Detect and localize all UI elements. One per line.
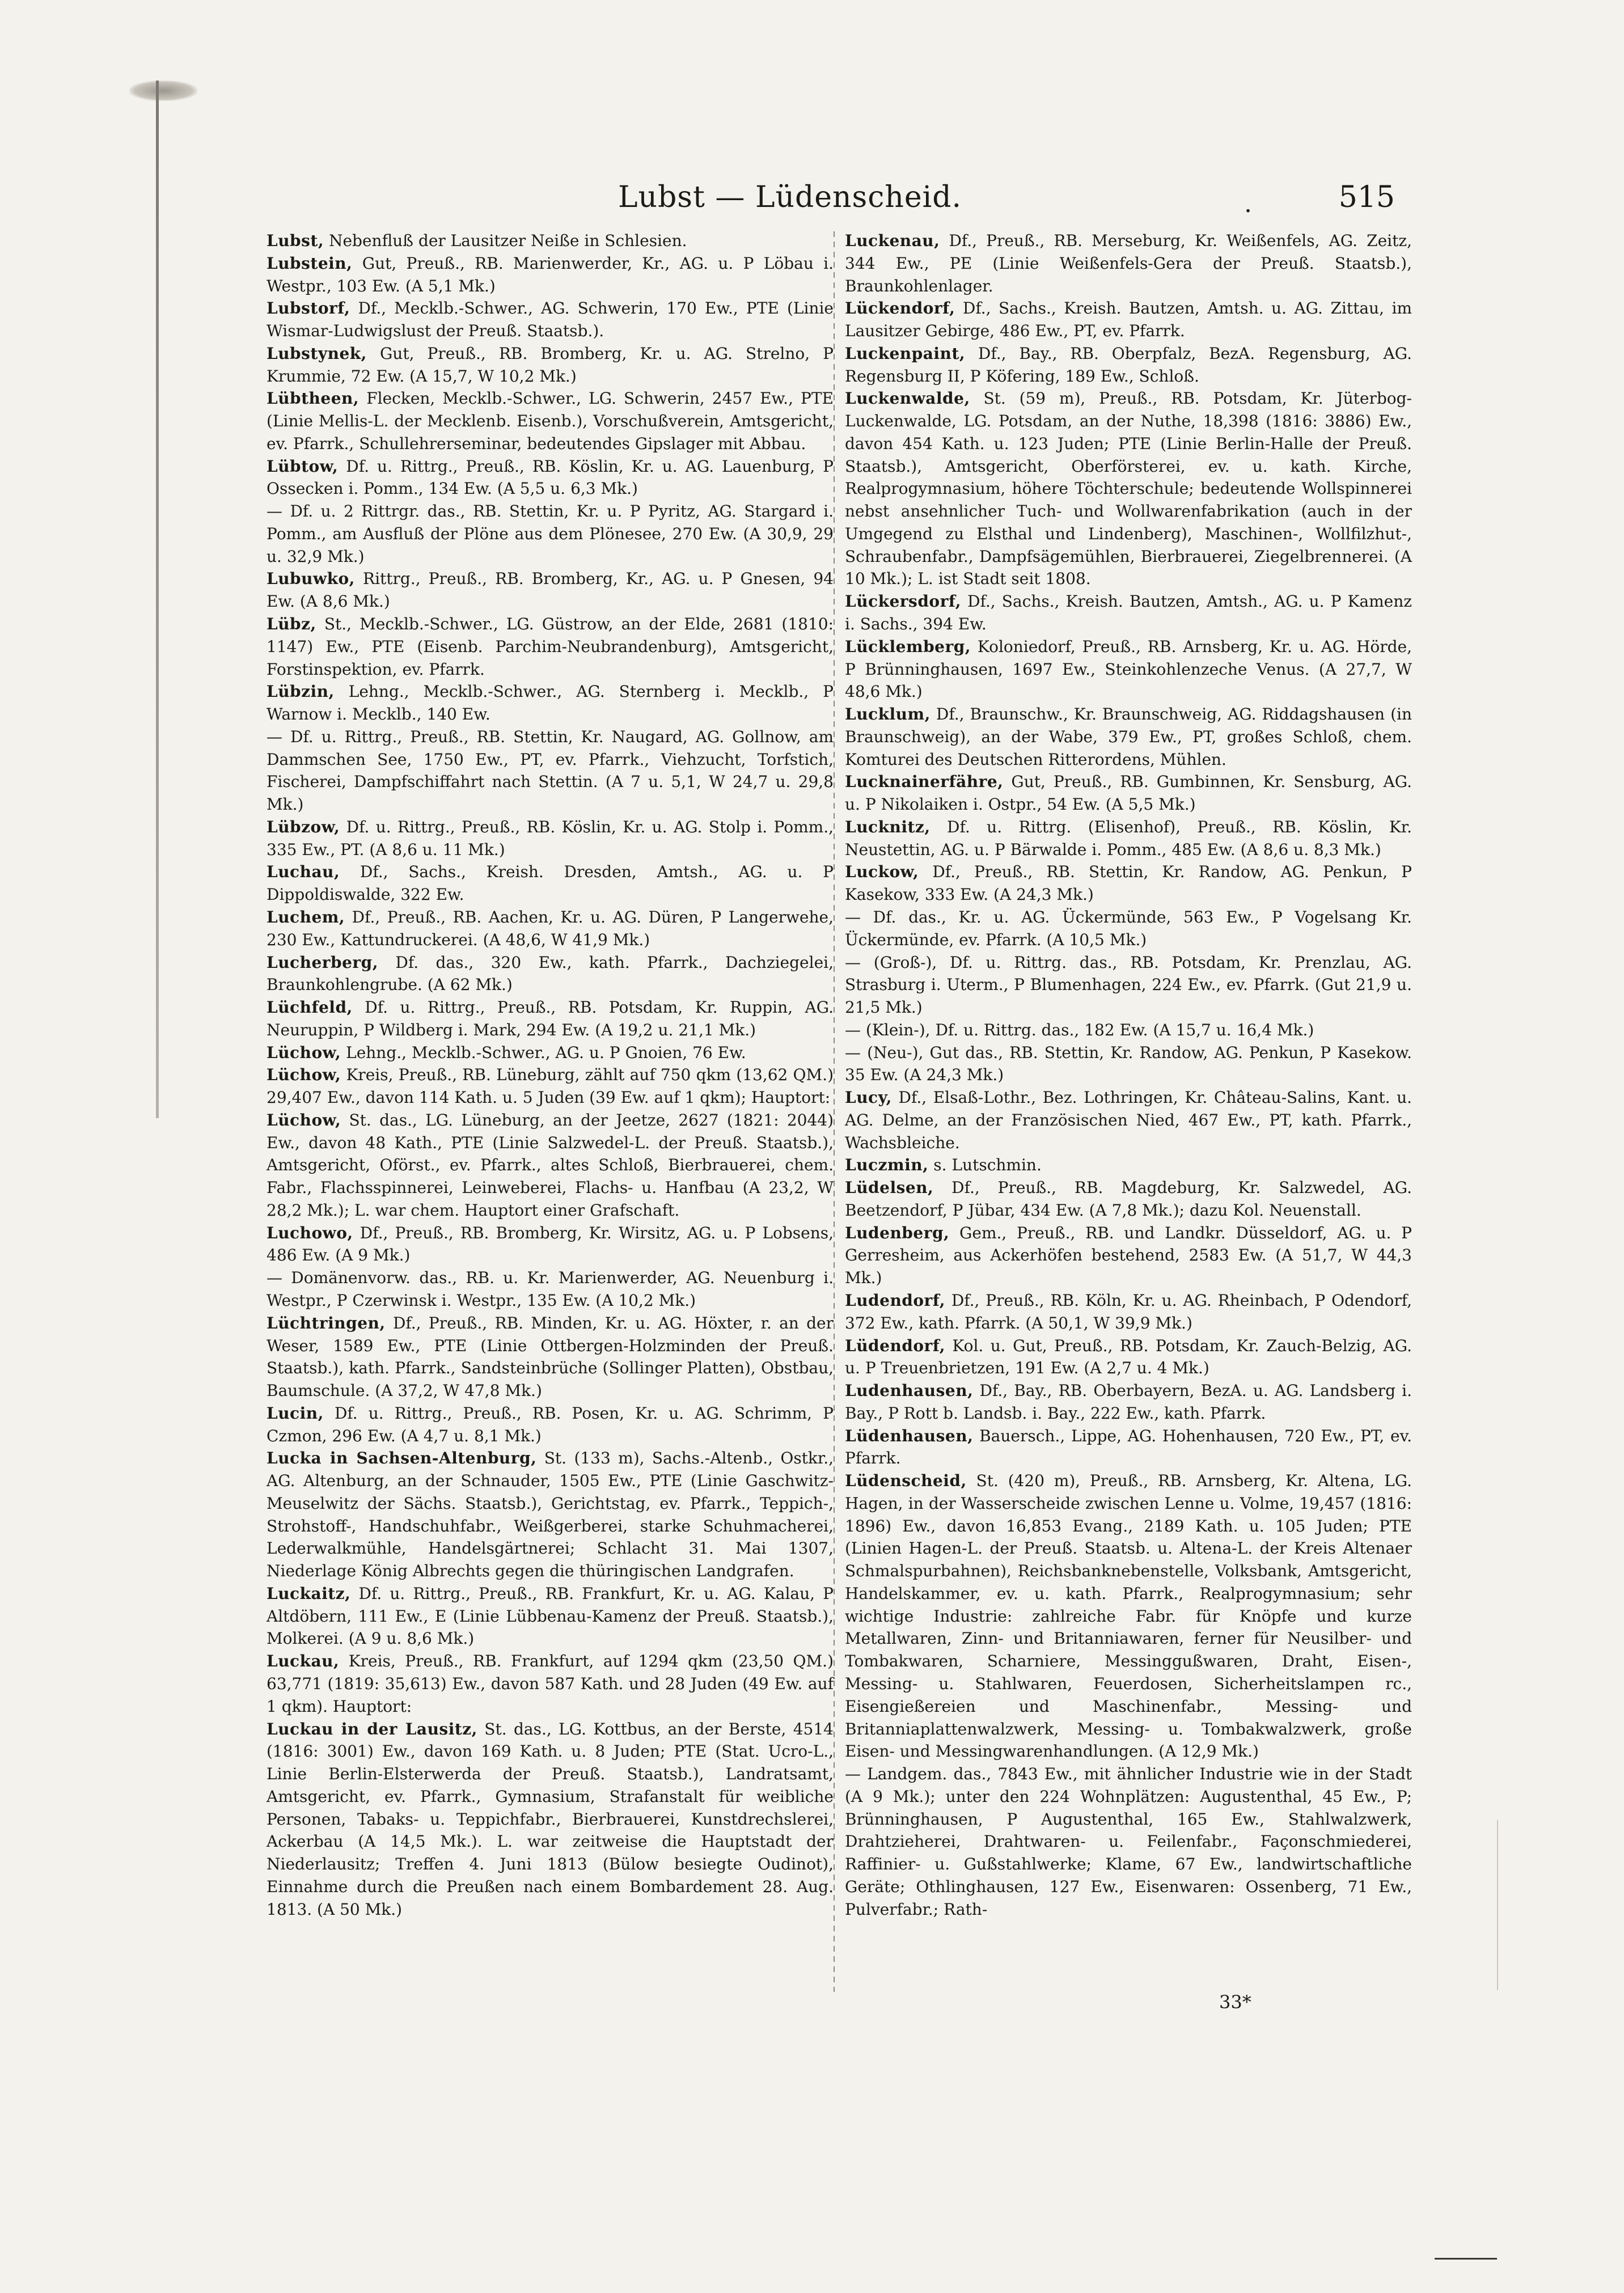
entry-headword: Luckau in der Lausitz,: [267, 1719, 477, 1738]
gazetteer-entry: [267, 996, 834, 1042]
gazetteer-entry: [845, 636, 1412, 703]
entry-headword: Lübtow,: [267, 456, 339, 476]
entry-text: Df. u. Rittrg., Preuß., RB. Potsdam, Kr. Ruppin, AG. Neuruppin, P Wildberg i. Mark, 294 Ew. (A 19,2 u. 21,1 Mk.): [267, 998, 834, 1039]
gazetteer-entry: [845, 342, 1412, 388]
entry-text: Df., Preuß., RB. Minden, Kr. u. AG. Höxter, r. an der Weser, 1589 Ew., PTE (Linie Ottbergen-Holzminden der Preuß. Staatsb.), kath. Pfarrk., Sandsteinbrüche (Sollinger Platten), Obstbau, Baumschule. (A 37,2, W 47,8 Mk.): [267, 1313, 834, 1401]
entry-text: Gut, Preuß., RB. Marienwerder, Kr., AG. u. P Löbau i. Westpr., 103 Ew. (A 5,1 Mk.): [267, 253, 834, 295]
gazetteer-entry: [267, 951, 834, 997]
gazetteer-entry: [267, 906, 834, 951]
gazetteer-entry: [845, 1763, 1412, 1920]
entry-text: Df., Preuß., RB. Aachen, Kr. u. AG. Düren, P Langerwehe, 230 Ew., Kattundruckerei. (A 48,6, W 41,9 Mk.): [267, 907, 834, 949]
gazetteer-entry: [267, 387, 834, 455]
entry-text: Df., Sachs., Kreish. Bautzen, Amtsh. u. AG. Zittau, im Lausitzer Gebirge, 486 Ew., PT, ev. Pfarrk.: [845, 299, 1412, 341]
entry-headword: Lucka in Sachsen-Altenburg,: [267, 1449, 537, 1468]
entry-text: Df. u. Rittrg., Preuß., RB. Köslin, Kr. u. AG. Lauenburg, P Ossecken i. Pomm., 134 Ew. (A 5,5 u. 6,3 Mk.): [267, 456, 834, 498]
gazetteer-entry: [267, 680, 834, 726]
gazetteer-entry: [267, 816, 834, 861]
entry-headword: Luczmin,: [845, 1156, 929, 1175]
entry-text: — Domänenvorw. das., RB. u. Kr. Marienwerder, AG. Neuenburg i. Westpr., P Czerwinsk i. Westpr., 135 Ew. (A 10,2 Mk.): [267, 1268, 834, 1310]
gazetteer-entry: [845, 1177, 1412, 1222]
gazetteer-entry: [267, 1718, 834, 1921]
entry-headword: Luchem,: [267, 907, 345, 926]
gazetteer-entry: [267, 342, 834, 388]
gazetteer-entry: [845, 1222, 1412, 1289]
entry-headword: Lüdendorf,: [845, 1336, 945, 1355]
gazetteer-entry: [267, 1042, 834, 1064]
gazetteer-entry: [845, 951, 1412, 1019]
entry-headword: Luchau,: [267, 862, 340, 882]
gazetteer-entry: [267, 230, 834, 252]
gazetteer-entry: [267, 1222, 834, 1267]
gazetteer-entry: [845, 1289, 1412, 1335]
entry-headword: Lübzin,: [267, 682, 335, 701]
entry-text: St. das., LG. Kottbus, an der Berste, 4514 (1816: 3001) Ew., davon 169 Kath. u. 8 Juden; PTE (Stat. Ucro-L., Linie Berlin-Elsterwerda der Preuß. Staatsb.), Landratsamt, Amtsgericht, ev. Pfarrk., Gymnasium, Strafanstalt für weibliche Personen, Tabaks- u. Teppichfabr., Bierbrauerei, Kunstdrechslerei, Ackerbau (A 14,5 Mk.). L. war zeitweise die Hauptstadt der Niederlausitz; Treffen 4. Juni 1813 (Bülow besiegte Oudinot), Einnahme durch die Preußen nach einem Bombardement 28. Aug. 1813. (A 50 Mk.): [267, 1719, 834, 1919]
gazetteer-entry: [267, 568, 834, 613]
entry-text: Df. u. Rittrg., Preuß., RB. Köslin, Kr. u. AG. Stolp i. Pomm., 335 Ew., PT. (A 8,6 u. 11 Mk.): [267, 817, 834, 859]
entry-text: St. das., LG. Lüneburg, an der Jeetze, 2627 (1821: 2044) Ew., davon 48 Kath., PTE (Linie Salzwedel-L. der Preuß. Staatsb.), Amtsgericht, Oförst., ev. Pfarrk., altes Schloß, Bierbrauerei, chem. Fabr., Flachsspinnerei, Leinweberei, Flachs- u. Hanfbau (A 23,2, W 28,2 Mk.); L. war chem. Hauptort einer Grafschaft.: [267, 1110, 834, 1220]
gazetteer-entry: [267, 1109, 834, 1222]
gazetteer-entry: [845, 1470, 1412, 1763]
entry-text: St. (59 m), Preuß., RB. Potsdam, Kr. Jüterbog-Luckenwalde, LG. Potsdam, an der Nuthe, 18,398 (1816: 3886) Ew., davon 454 Kath. u. 123 Juden; PTE (Linie Berlin-Halle der Preuß. Staatsb.), Amtsgericht, Oberförsterei, ev. u. kath. Kirche, Realprogymnasium, höhere Töchterschule; bedeutende Wollspinnerei nebst ansehnlicher Tuch- und Wollwarenfabrikation (auch in der Umgegend zu Elsthal und Lindenberg), Maschinen-, Wollfilzhut-, Schraubenfabr., Dampfsägemühlen, Bierbrauerei, Ziegelbrennerei. (A 10 Mk.); L. ist Stadt seit 1808.: [845, 389, 1412, 589]
header-dot: .: [1244, 189, 1252, 218]
entry-headword: Ludenberg,: [845, 1223, 950, 1242]
gazetteer-entry: [267, 1064, 834, 1109]
entry-text: Kol. u. Gut, Preuß., RB. Potsdam, Kr. Zauch-Belzig, AG. u. P Treuenbrietzen, 191 Ew. (A 2,7 u. 4 Mk.): [845, 1336, 1412, 1378]
entry-text: — Df. u. Rittrg., Preuß., RB. Stettin, Kr. Naugard, AG. Gollnow, am Dammschen See, 1750 Ew., PT, ev. Pfarrk., Viehzucht, Torfstich, Fischerei, Dampfschiffahrt nach Stettin. (A 7 u. 5,1, W 24,7 u. 29,8 Mk.): [267, 727, 834, 814]
entry-headword: Lücklemberg,: [845, 637, 971, 656]
gazetteer-entry: [267, 252, 834, 298]
gazetteer-entry: [267, 1650, 834, 1717]
entry-headword: Lüchow,: [267, 1043, 341, 1062]
entry-headword: Lubstynek,: [267, 344, 367, 363]
gazetteer-entry: [267, 1447, 834, 1583]
entry-text: Df. u. Rittrg. (Elisenhof), Preuß., RB. Köslin, Kr. Neustettin, AG. u. P Bärwalde i. Pomm., 485 Ew. (A 8,6 u. 8,3 Mk.): [845, 817, 1412, 859]
gazetteer-entry: [845, 861, 1412, 906]
entry-headword: Luckenpaint,: [845, 344, 966, 363]
entry-text: Bauersch., Lippe, AG. Hohenhausen, 720 Ew., PT, ev. Pfarrk.: [845, 1426, 1412, 1468]
entry-headword: Lüchow,: [267, 1110, 341, 1129]
entry-headword: Lucherberg,: [267, 953, 378, 972]
entry-headword: Luckow,: [845, 862, 919, 882]
entry-text: Df., Preuß., RB. Bromberg, Kr. Wirsitz, AG. u. P Lobsens, 486 Ew. (A 9 Mk.): [267, 1223, 834, 1265]
gazetteer-entry: [267, 1312, 834, 1402]
entry-text: St. (133 m), Sachs.-Altenb., Ostkr., AG. Altenburg, an der Schnauder, 1505 Ew., PTE (Linie Gaschwitz-Meuselwitz der Sächs. Staatsb.), Gerichtstag, ev. Pfarrk., Teppich-, Strohstoff-, Handschuhfabr., Weißgerberei, starke Schuhmacherei, Lederwalkmühle, Handelsgärtnerei; Schlacht 31. Mai 1307, Niederlage König Albrechts gegen die thüringischen Landgrafen.: [267, 1449, 834, 1581]
entry-text: Df. u. Rittrg., Preuß., RB. Posen, Kr. u. AG. Schrimm, P Czmon, 296 Ew. (A 4,7 u. 8,1 Mk.): [267, 1403, 834, 1445]
gazetteer-entry: [845, 1154, 1412, 1177]
gazetteer-entry: [845, 1019, 1412, 1042]
entry-headword: Lucin,: [267, 1403, 324, 1423]
entry-headword: Luckau,: [267, 1652, 340, 1671]
entry-headword: Luckenau,: [845, 231, 940, 250]
entry-headword: Lüdenscheid,: [845, 1471, 967, 1491]
entry-headword: Lübz,: [267, 615, 316, 634]
entry-text: St. (420 m), Preuß., RB. Arnsberg, Kr. Altena, LG. Hagen, in der Wasserscheide zwischen Lenne u. Volme, 19,457 (1816: 1896) Ew., davon 16,853 Evang., 2189 Kath. u. 105 Juden; PTE (Linien Hagen-L. der Preuß. Staatsb. u. Altena-L. der Kreis Altenaer Schmalspurbahnen), Reichsbanknebenstelle, Volksbank, Amtsgericht, Handelskammer, ev. u. kath. Pfarrk., Realprogymnasium; sehr wichtige Industrie: zahlreiche Fabr. für Knöpfe und kurze Metallwaren, Zinn- und Britanniawaren, ferner für Neusilber- und Tombakwaren, Scharniere, Messinggußwaren, Draht, Eisen-, Messing- u. Stahlwaren, Feuerdosen, Sicherheitslampen rc., Eisengießereien und Maschinenfabr., Messing- und Britanniaplattenwalzwerk, Messing- u. Tombakwalzwerk, große Eisen- und Messingwarenhandlungen. (A 12,9 Mk.): [845, 1471, 1412, 1761]
gazetteer-entry: [845, 816, 1412, 861]
entry-text: — (Klein-), Df. u. Rittrg. das., 182 Ew. (A 15,7 u. 16,4 Mk.): [845, 1020, 1314, 1039]
entry-text: Df. u. Rittrg., Preuß., RB. Frankfurt, Kr. u. AG. Kalau, P Altdöbern, 111 Ew., E (Linie Lübbenau-Kamenz der Preuß. Staatsb.), Molkerei. (A 9 u. 8,6 Mk.): [267, 1584, 834, 1648]
gazetteer-entry: [845, 1380, 1412, 1425]
gazetteer-entry: [267, 861, 834, 906]
entry-text: Gut, Preuß., RB. Gumbinnen, Kr. Sensburg, AG. u. P Nikolaiken i. Ostpr., 54 Ew. (A 5,5 Mk.): [845, 772, 1412, 814]
entry-text: Df., Preuß., RB. Stettin, Kr. Randow, AG. Penkun, P Kasekow, 333 Ew. (A 24,3 Mk.): [845, 862, 1412, 904]
entry-headword: Ludendorf,: [845, 1291, 945, 1310]
entry-text: Df., Mecklb.-Schwer., AG. Schwerin, 170 Ew., PTE (Linie Wismar-Ludwigslust der Preuß. Staatsb.).: [267, 299, 834, 341]
gazetteer-entry: [845, 387, 1412, 590]
entry-headword: Luckaitz,: [267, 1584, 351, 1603]
gazetteer-entry: [845, 1425, 1412, 1470]
entry-headword: Lüdenhausen,: [845, 1426, 974, 1445]
entry-headword: Lucklum,: [845, 705, 931, 724]
entry-headword: Lüdelsen,: [845, 1178, 934, 1198]
entry-text: Df. das., 320 Ew., kath. Pfarrk., Dachziegelei, Braunkohlengrube. (A 62 Mk.): [267, 953, 834, 995]
entry-headword: Lückendorf,: [845, 299, 955, 318]
gazetteer-entry: [845, 590, 1412, 636]
gazetteer-entry: [845, 230, 1412, 297]
gazetteer-entry: [845, 1086, 1412, 1154]
entry-text: Kreis, Preuß., RB. Frankfurt, auf 1294 qkm (23,50 QM.) 63,771 (1819: 35,613) Ew., davon 587 Kath. und 28 Juden (49 Ew. auf 1 qkm). Hauptort:: [267, 1652, 834, 1716]
entry-text: — Df. das., Kr. u. AG. Ückermünde, 563 Ew., P Vogelsang Kr. Ückermünde, ev. Pfarrk. (A 10,5 Mk.): [845, 907, 1412, 949]
entry-text: Df., Bay., RB. Oberbayern, BezA. u. AG. Landsberg i. Bay., P Rott b. Landsb. i. Bay., 222 Ew., kath. Pfarrk.: [845, 1381, 1412, 1423]
entry-text: s. Lutschmin.: [933, 1156, 1042, 1175]
entry-text: Lehng., Mecklb.-Schwer., AG. u. P Gnoien, 76 Ew.: [346, 1043, 746, 1062]
entry-headword: Luckenwalde,: [845, 389, 970, 408]
entry-headword: Lubuwko,: [267, 569, 355, 589]
gazetteer-entry: [267, 726, 834, 816]
gazetteer-entry: [845, 906, 1412, 951]
entry-headword: Lückersdorf,: [845, 592, 962, 611]
entry-headword: Lüchow,: [267, 1065, 341, 1085]
right-column: [845, 230, 1412, 1920]
gazetteer-entry: [845, 1042, 1412, 1087]
entry-text: Df., Elsaß-Lothr., Bez. Lothringen, Kr. Château-Salins, Kant. u. AG. Delme, an der Französischen Nied, 467 Ew., PT, kath. Pfarrk., Wachsbleiche.: [845, 1088, 1412, 1152]
entry-headword: Lubstein,: [267, 253, 353, 273]
entry-headword: Lubst,: [267, 231, 324, 250]
gazetteer-entry: [845, 703, 1412, 771]
entry-text: — Df. u. 2 Rittrgr. das., RB. Stettin, Kr. u. P Pyritz, AG. Stargard i. Pomm., am Ausfluß der Plöne aus dem Plönesee, 270 Ew. (A 30,9, 29 u. 32,9 Mk.): [267, 502, 834, 566]
page-header: [618, 180, 1395, 220]
entry-headword: Lüchtringen,: [267, 1313, 386, 1332]
edge-rule: [1497, 1820, 1498, 1990]
entry-text: Koloniedorf, Preuß., RB. Arnsberg, Kr. u. AG. Hörde, P Brünninghausen, 1697 Ew., Steinkohlenzeche Venus. (A 27,7, W 48,6 Mk.): [845, 637, 1412, 701]
entry-text: Gut, Preuß., RB. Bromberg, Kr. u. AG. Strelno, P Krummie, 72 Ew. (A 15,7, W 10,2 Mk.): [267, 344, 834, 386]
entry-headword: Lucknitz,: [845, 817, 931, 836]
entry-text: Df., Preuß., RB. Köln, Kr. u. AG. Rheinbach, P Odendorf, 372 Ew., kath. Pfarrk. (A 50,1, W 39,9 Mk.): [845, 1291, 1412, 1332]
entry-text: Rittrg., Preuß., RB. Bromberg, Kr., AG. u. P Gnesen, 94 Ew. (A 8,6 Mk.): [267, 569, 834, 611]
entry-text: Df., Sachs., Kreish. Dresden, Amtsh., AG. u. P Dippoldiswalde, 322 Ew.: [267, 862, 834, 904]
entry-headword: Lubstorf,: [267, 299, 350, 318]
entry-text: Nebenfluß der Lausitzer Neiße in Schlesien.: [328, 231, 687, 250]
left-column: [267, 230, 834, 1920]
entry-headword: Lübzow,: [267, 817, 340, 836]
margin-mark: [152, 81, 162, 1118]
signature-mark: 33*: [1219, 1991, 1251, 2013]
gazetteer-entry: [267, 455, 834, 501]
gazetteer-entry: [267, 1267, 834, 1312]
entry-headword: Ludenhausen,: [845, 1381, 974, 1401]
gazetteer-entry: [845, 1335, 1412, 1380]
gazetteer-entry: [267, 297, 834, 342]
gazetteer-entry: [267, 1402, 834, 1448]
gazetteer-entry: [267, 500, 834, 568]
entry-headword: Lübtheen,: [267, 389, 360, 408]
entry-text: Kreis, Preuß., RB. Lüneburg, zählt auf 750 qkm (13,62 QM.) 29,407 Ew., davon 114 Kath. u. 5 Juden (39 Ew. auf 1 qkm); Hauptort:: [267, 1065, 834, 1107]
corner-rule: [1435, 2258, 1497, 2260]
entry-headword: Lucy,: [845, 1088, 892, 1107]
column-divider: [834, 231, 835, 1992]
entry-headword: Lüchfeld,: [267, 998, 353, 1017]
entry-text: Lehng., Mecklb.-Schwer., AG. Sternberg i. Mecklb., P Warnow i. Mecklb., 140 Ew.: [267, 682, 834, 724]
entry-text: Df., Sachs., Kreish. Bautzen, Amtsh., AG. u. P Kamenz i. Sachs., 394 Ew.: [845, 592, 1412, 634]
entry-text: — Landgem. das., 7843 Ew., mit ähnlicher Industrie wie in der Stadt (A 9 Mk.); unter den 224 Wohnplätzen: Augustenthal, 45 Ew., P; Brünninghausen, P Augustenthal, 165 Ew., Stahlwalzwerk, Drahtzieherei, Drahtwaren- u. Feilenfabr., Façonschmiederei, Raffinier- u. Gußstahlwerke; Klame, 67 Ew., landwirtschaftliche Geräte; Othlinghausen, 127 Ew., Eisenwaren: Ossenberg, 71 Ew., Pulverfabr.; Rath-: [845, 1765, 1412, 1919]
entry-headword: Luchowo,: [267, 1223, 353, 1242]
entry-text: St., Mecklb.-Schwer., LG. Güstrow, an der Elde, 2681 (1810: 1147) Ew., PTE (Eisenb. Parchim-Neubrandenburg), Amtsgericht, Forstinspektion, ev. Pfarrk.: [267, 615, 834, 679]
entry-text: Gem., Preuß., RB. und Landkr. Düsseldorf, AG. u. P Gerresheim, aus Ackerhöfen bestehend, 2583 Ew. (A 51,7, W 44,3 Mk.): [845, 1223, 1412, 1288]
entry-text: — (Groß-), Df. u. Rittrg. das., RB. Potsdam, Kr. Prenzlau, AG. Strasburg i. Uterm., P Blumenhagen, 224 Ew., ev. Pfarrk. (Gut 21,9 u. 21,5 Mk.): [845, 953, 1412, 1017]
entry-text: Df., Preuß., RB. Magdeburg, Kr. Salzwedel, AG. Beetzendorf, P Jübar, 434 Ew. (A 7,8 Mk.); dazu Kol. Neuenstall.: [845, 1178, 1412, 1220]
gazetteer-entry: [267, 613, 834, 680]
entry-text: Df., Preuß., RB. Merseburg, Kr. Weißenfels, AG. Zeitz, 344 Ew., PE (Linie Weißenfels-Gera der Preuß. Staatsb.), Braunkohlenlager.: [845, 231, 1412, 295]
entry-text: Df., Bay., RB. Oberpfalz, BezA. Regensburg, AG. Regensburg II, P Köfering, 189 Ew., Schloß.: [845, 344, 1412, 386]
gazetteer-entry: [845, 297, 1412, 342]
running-title: Lubst — Lüdenscheid.: [618, 180, 962, 214]
entry-text: Flecken, Mecklb.-Schwer., LG. Schwerin, 2457 Ew., PTE (Linie Mellis-L. der Mecklenb. Eisenb.), Vorschußverein, Amtsgericht, ev. Pfarrk., Schullehrerseminar, bedeutendes Gipslager mit Abbau.: [267, 389, 834, 453]
entry-text: Df., Braunschw., Kr. Braunschweig, AG. Riddagshausen (in Braunschweig), an der Wabe, 379 Ew., PT, großes Schloß, chem. Komturei des Deutschen Ritterordens, Mühlen.: [845, 705, 1412, 769]
page-number: 515: [1338, 180, 1395, 214]
gazetteer-entry: [267, 1583, 834, 1650]
entry-headword: Lucknainerfähre,: [845, 772, 1004, 792]
entry-text: — (Neu-), Gut das., RB. Stettin, Kr. Randow, AG. Penkun, P Kasekow. 35 Ew. (A 24,3 Mk.): [845, 1043, 1412, 1085]
gazetteer-entry: [845, 771, 1412, 816]
